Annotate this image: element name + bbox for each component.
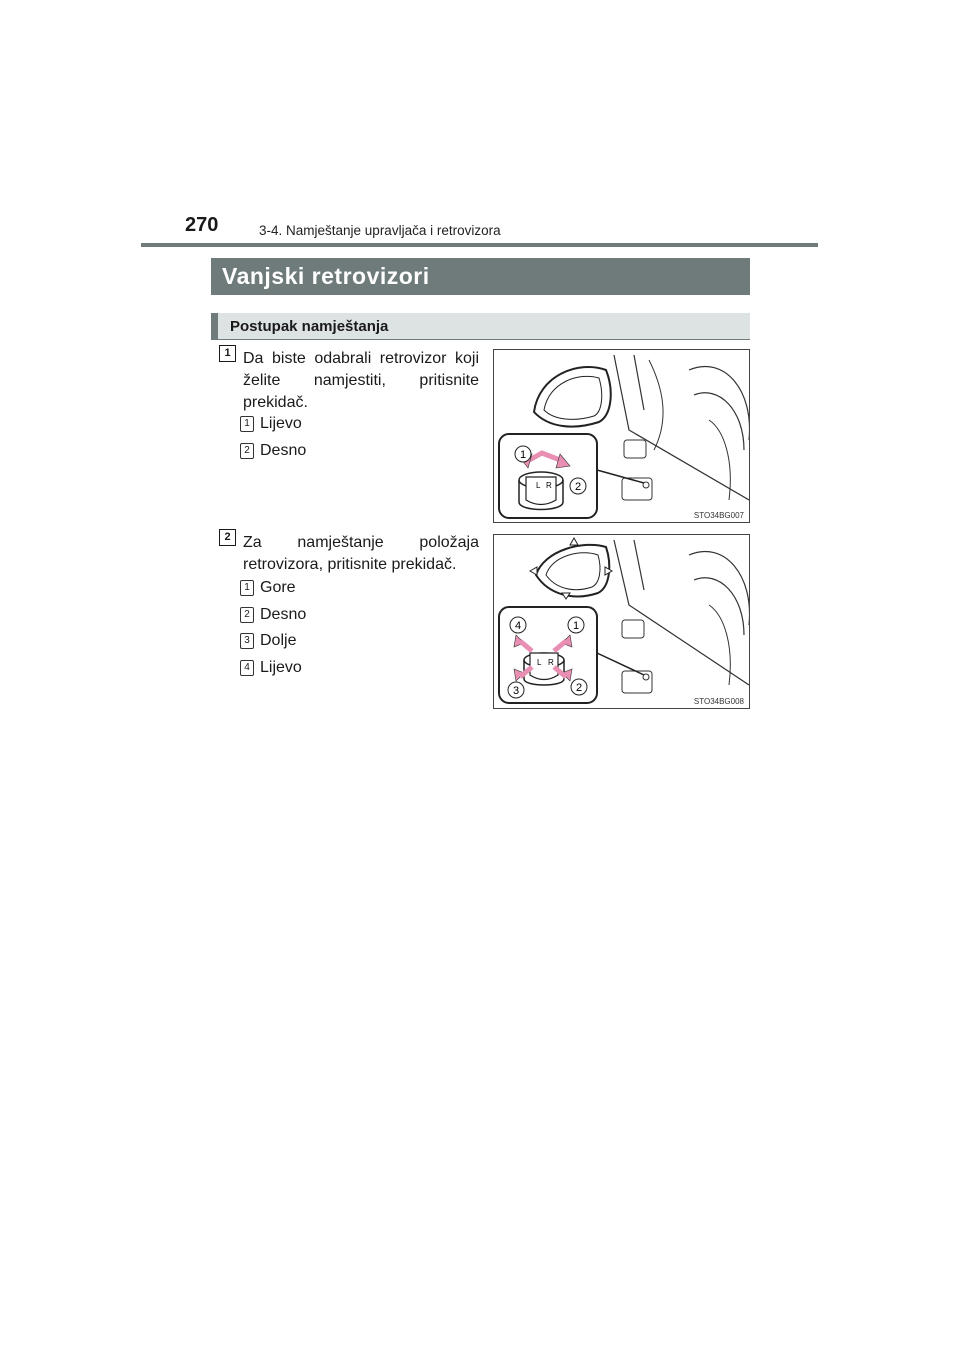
page-title: Vanjski retrovizori bbox=[211, 258, 750, 295]
step-2-items bbox=[240, 575, 306, 681]
callout-3: 3 bbox=[512, 685, 520, 697]
item-label: Gore bbox=[260, 579, 296, 597]
section-header: 3-4. Namještanje upravljača i retrovizora bbox=[259, 223, 501, 238]
callout-2: 2 bbox=[574, 481, 582, 493]
list-item bbox=[240, 438, 306, 465]
figure-mirror-adjust-switch bbox=[493, 534, 750, 709]
switch-letter-l: L bbox=[536, 481, 541, 490]
item-label: Desno bbox=[260, 605, 307, 623]
switch-letter-r: R bbox=[546, 481, 552, 490]
list-item bbox=[240, 602, 306, 629]
list-item bbox=[240, 575, 306, 602]
item-number-badge: 1 bbox=[240, 416, 254, 432]
item-number-badge: 2 bbox=[240, 607, 254, 623]
figure-code: STO34BG008 bbox=[693, 697, 744, 706]
list-item bbox=[240, 411, 306, 438]
step-1-text: Da biste odabrali retrovizor koji želite namjestiti, pritisnite prekidač. bbox=[243, 350, 479, 411]
figure-mirror-select-switch bbox=[493, 349, 750, 523]
callout-1: 1 bbox=[519, 449, 527, 461]
item-label: Lijevo bbox=[260, 658, 302, 676]
list-item bbox=[240, 655, 306, 682]
header-rule bbox=[141, 243, 818, 247]
item-label: Lijevo bbox=[260, 415, 302, 433]
step-1-items bbox=[240, 411, 306, 464]
mirror-select-illustration bbox=[494, 350, 749, 522]
subsection-title: Postupak namještanja bbox=[211, 313, 750, 340]
item-label: Dolje bbox=[260, 632, 297, 650]
figure-code: STO34BG007 bbox=[693, 511, 744, 520]
item-number-badge: 3 bbox=[240, 633, 254, 649]
switch-letter-l: L bbox=[537, 658, 542, 667]
callout-4: 4 bbox=[514, 620, 522, 632]
mirror-adjust-illustration bbox=[494, 535, 749, 708]
list-item bbox=[240, 628, 306, 655]
callout-2: 2 bbox=[575, 682, 583, 694]
switch-letter-r: R bbox=[548, 658, 554, 667]
item-number-badge: 1 bbox=[240, 580, 254, 596]
step-2-text: Za namještanje položaja retrovizora, pritisnite prekidač. bbox=[243, 534, 479, 573]
item-number-badge: 4 bbox=[240, 660, 254, 676]
step-number-2: 2 bbox=[219, 529, 236, 546]
item-label: Desno bbox=[260, 441, 307, 459]
item-number-badge: 2 bbox=[240, 443, 254, 459]
page-number: 270 bbox=[185, 214, 219, 236]
callout-1: 1 bbox=[572, 620, 580, 632]
step-number-1: 1 bbox=[219, 345, 236, 362]
